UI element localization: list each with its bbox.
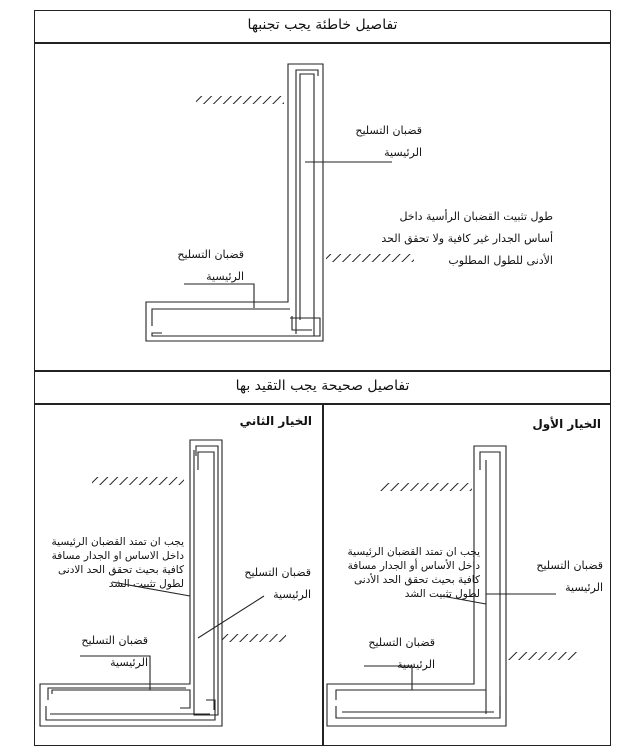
option-one-detail xyxy=(327,446,578,726)
option-one-main-bars-label-lower: قضبان التسليح الرئيسية xyxy=(368,636,435,671)
wrong-leader-lower xyxy=(184,284,254,308)
option-one-footing-bar-top xyxy=(336,690,486,700)
option-two-heading: الخيار الثاني xyxy=(239,414,312,428)
option-two-leader-right xyxy=(198,596,264,638)
option-one-footing-bar-bottom xyxy=(336,696,500,718)
option-one-ground-hatch-left xyxy=(380,483,472,491)
option-two-detail xyxy=(40,440,286,726)
option-two-leader-note xyxy=(112,582,190,596)
option-two-anchorage-note: يجب ان تمتد القضبان الرئيسية داخل الاساس او الجدار مسافة كافية بحيث تحقق الحد الادنى لطول تثبيت الشد xyxy=(51,536,184,590)
option-two-main-bars-label-right: قضبان التسليح الرئيسية xyxy=(244,566,311,601)
option-two-wall-bar-inner xyxy=(198,452,214,710)
option-one-ground-hatch-right xyxy=(508,652,578,660)
option-two-ground-hatch-left xyxy=(92,477,184,485)
wrong-details-title: تفاصيل خاطئة يجب تجنبها xyxy=(247,17,398,33)
wrong-wall-bar-inner xyxy=(300,74,314,336)
wrong-detail-section xyxy=(146,64,414,341)
option-one-anchorage-note: يجب ان تمتد القضبان الرئيسية داخل الأساس أو الجدار مسافة كافية بحيث تحقق الحد الأدنى لطول تثبيت الشد xyxy=(347,546,480,600)
option-one-leader-lower xyxy=(364,666,412,690)
wrong-main-bars-label-lower: قضبان التسليح الرئيسية xyxy=(177,248,244,283)
wrong-footing-bar-top xyxy=(152,309,290,326)
correct-details-title: تفاصيل صحيحة يجب التقيد بها xyxy=(235,378,410,394)
option-one-leader-note xyxy=(442,596,486,604)
option-two-ground-hatch-right xyxy=(222,634,286,642)
option-two-leader-lower xyxy=(80,656,150,690)
wrong-wall-bar-outer xyxy=(296,70,318,334)
wrong-ground-hatch-left xyxy=(196,96,284,104)
wrong-anchorage-note: طول تثبيت القضبان الرأسية داخل أساس الجدار غير كافية ولا تحقق الحد الأدنى للطول المطلوب xyxy=(381,210,553,267)
option-two-main-bars-label-lower: قضبان التسليح الرئيسية xyxy=(81,634,148,669)
option-one-main-bars-label-right: قضبان التسليح الرئيسية xyxy=(536,559,603,594)
option-one-wall-bar-outer xyxy=(480,452,500,714)
wrong-footing-bar-bottom xyxy=(152,318,320,336)
option-two-footing-bar-top-2 xyxy=(52,690,190,708)
option-one-heading: الخيار الأول xyxy=(532,417,601,431)
wrong-ground-hatch-right xyxy=(326,254,414,262)
wrong-main-bars-label-upper: قضبان التسليح الرئيسية xyxy=(355,124,422,159)
